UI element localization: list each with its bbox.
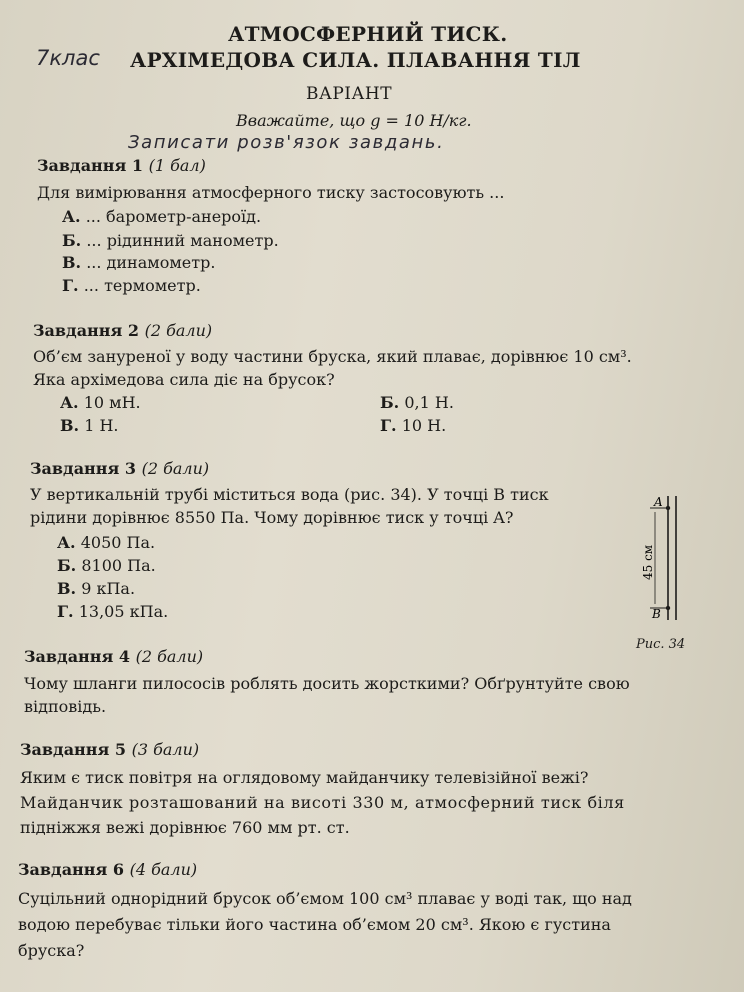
task-3-text-line-1: У вертикальній трубі міститься вода (рис. 34). У точці B тиск (30, 485, 549, 504)
task-6-text-line-2: водою перебуває тільки його частина об’ємом 20 см³. Якою є густина (18, 915, 611, 934)
task-6-heading (18, 860, 197, 879)
figure-34-tube-diagram (640, 494, 688, 624)
point-a-dot (666, 506, 670, 510)
task-3-answer-c (57, 579, 135, 598)
answer-key: Г. (57, 602, 74, 621)
task-2-answer-c (60, 416, 119, 435)
answer-text: 1 Н. (84, 416, 119, 435)
task-5-text-line-1: Яким є тиск повітря на оглядовому майданчику телевізійної вежі? (20, 768, 589, 787)
task-4-heading (24, 647, 203, 666)
task-3-answer-d (57, 602, 168, 621)
task-2-points: (2 бали) (144, 321, 213, 340)
answer-key: А. (62, 207, 81, 226)
task-1-heading (37, 156, 206, 175)
answer-key: Г. (380, 416, 397, 435)
point-b-label: B (652, 607, 661, 621)
handwritten-class-note: 7клас (36, 46, 100, 70)
answer-text: 10 мН. (83, 393, 141, 412)
task-4-title: Завдання 4 (24, 647, 130, 666)
answer-text: 8100 Па. (81, 556, 156, 575)
task-2-text-line-2: Яка архімедова сила діє на брусок? (33, 370, 335, 389)
answer-key: Б. (380, 393, 400, 412)
task-1-text: Для вимірювання атмосферного тиску застосовують ... (37, 183, 505, 202)
title-line-2: АРХІМЕДОВА СИЛА. ПЛАВАННЯ ТІЛ (130, 48, 581, 72)
answer-text: 9 кПа. (81, 579, 136, 598)
answer-text: ... барометр-анероїд. (85, 207, 262, 226)
task-2-title: Завдання 2 (33, 321, 139, 340)
point-a-label: A (654, 495, 663, 509)
variant-label: ВАРІАНТ (306, 84, 393, 104)
point-b-dot (666, 606, 670, 610)
task-1-answer-d (62, 276, 201, 295)
task-2-heading (33, 321, 212, 340)
answer-text: 4050 Па. (80, 533, 156, 552)
task-2-answer-b (380, 393, 454, 412)
task-3-title: Завдання 3 (30, 459, 136, 478)
task-2-answer-a (60, 393, 141, 412)
answer-text: 13,05 кПа. (78, 602, 169, 621)
task-4-text-line-1: Чому шланги пилососів роблять досить жорсткими? Обґрунтуйте свою (24, 674, 630, 693)
task-6-points: (4 бали) (129, 860, 198, 879)
answer-key: В. (60, 416, 80, 435)
answer-text: 10 Н. (401, 416, 447, 435)
task-2-answer-d (380, 416, 446, 435)
gravity-note: Вважайте, що g = 10 Н/кг. (236, 111, 472, 130)
task-3-answer-b (57, 556, 156, 575)
answer-text: ... термометр. (83, 276, 201, 295)
task-3-answer-a (57, 533, 155, 552)
answer-key: В. (62, 253, 82, 272)
task-3-text-line-2: рідини дорівнює 8550 Па. Чому дорівнює тиск у точці A? (30, 508, 514, 527)
task-6-text-line-3: бруска? (18, 941, 85, 960)
task-1-points: (1 бал) (148, 156, 206, 175)
title-line-1: АТМОСФЕРНИЙ ТИСК. (228, 22, 508, 46)
task-5-points: (3 бали) (131, 740, 200, 759)
handwritten-instruction: Записати розв'язок завдань. (128, 132, 445, 153)
task-4-points: (2 бали) (135, 647, 204, 666)
task-3-heading (30, 459, 209, 478)
answer-text: ... рідинний манометр. (86, 231, 279, 250)
task-5-text-line-2: Майданчик розташований на висоті 330 м, атмосферний тиск біля (20, 793, 625, 812)
answer-text: ... динамометр. (86, 253, 216, 272)
task-3-points: (2 бали) (141, 459, 210, 478)
task-1-answer-a (62, 207, 261, 226)
task-1-answer-c (62, 253, 215, 272)
task-4-text-line-2: відповідь. (24, 697, 107, 716)
answer-key: А. (60, 393, 79, 412)
task-1-title: Завдання 1 (37, 156, 143, 175)
task-6-title: Завдання 6 (18, 860, 124, 879)
task-6-text-line-1: Суцільний однорідний брусок об’ємом 100 см³ плаває у воді так, що над (18, 889, 632, 908)
task-2-text-line-1: Об’єм зануреної у воду частини бруска, який плаває, дорівнює 10 см³. (33, 347, 632, 366)
task-5-title: Завдання 5 (20, 740, 126, 759)
height-label: 45 см (641, 544, 655, 580)
answer-key: В. (57, 579, 77, 598)
answer-key: Г. (62, 276, 79, 295)
answer-text: 0,1 Н. (404, 393, 454, 412)
task-1-answer-b (62, 231, 279, 250)
answer-key: А. (57, 533, 76, 552)
answer-key: Б. (57, 556, 77, 575)
answer-key: Б. (62, 231, 82, 250)
figure-caption: Рис. 34 (636, 637, 686, 652)
task-5-text-line-3: підніжжя вежі дорівнює 760 мм рт. ст. (20, 818, 350, 837)
task-5-heading (20, 740, 199, 759)
